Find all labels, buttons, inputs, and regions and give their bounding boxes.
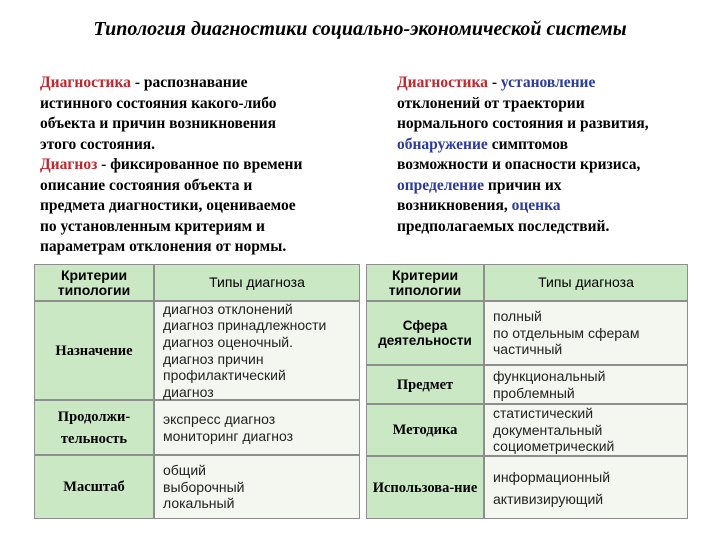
list-item: частичный bbox=[493, 341, 563, 358]
right-criterion-ispolzovanie: Использова-ние bbox=[366, 456, 484, 519]
right-criterion-metodika: Методика bbox=[366, 404, 484, 456]
left-definitions: Диагностика - распознавание истинного состояния какого-либо объекта и причин возникновения этого состояния. Диагноз - фиксированное по времени описание состояния объекта и предмета диагностики, оцениваемое по установленным критериям и параметрам отклонения от нормы. bbox=[40, 74, 303, 255]
left-criterion-naznachenie: Назначение bbox=[34, 301, 154, 400]
left-types-prodolzhitelnost bbox=[154, 400, 360, 455]
list-item: выборочный bbox=[163, 478, 245, 495]
right-header-types: Типы диагноза bbox=[484, 264, 688, 301]
left-header-types: Типы диагноза bbox=[154, 264, 360, 301]
list-item: диагноз принадлежности bbox=[163, 317, 327, 334]
list-item: статистический bbox=[493, 405, 594, 422]
left-types-naznachenie bbox=[154, 301, 360, 400]
list-item: функциональный bbox=[493, 367, 606, 384]
list-item: диагноз отклонений bbox=[163, 300, 293, 317]
right-types-predmet bbox=[484, 365, 688, 404]
right-header-criteria: Критерии типологии bbox=[366, 264, 484, 301]
list-item: общий bbox=[163, 462, 206, 479]
list-item: профилактический bbox=[163, 367, 286, 384]
left-criterion-prodolzhitelnost: Продолжи-тельность bbox=[34, 400, 154, 455]
list-item: диагноз bbox=[163, 383, 214, 400]
list-item: диагноз оценочный. bbox=[163, 333, 293, 350]
list-item: информационный bbox=[493, 468, 611, 485]
right-types-metodika bbox=[484, 404, 688, 456]
list-item: диагноз причин bbox=[163, 350, 264, 367]
left-types-masshtab bbox=[154, 455, 360, 519]
right-criterion-sfera: Сфера деятельности bbox=[366, 301, 484, 365]
right-types-ispolzovanie bbox=[484, 456, 688, 519]
term-diagnostika-right: Диагностика bbox=[397, 74, 488, 91]
list-item: активизирующий bbox=[493, 490, 604, 507]
list-item: мониторинг диагноз bbox=[163, 427, 293, 444]
page-title: Типология диагностики социально-экономической системы bbox=[93, 18, 627, 40]
list-item: экспресс диагноз bbox=[163, 410, 276, 427]
term-diagnostika: Диагностика bbox=[40, 74, 131, 91]
right-types-sfera bbox=[484, 301, 688, 365]
list-item: проблемный bbox=[493, 384, 575, 401]
list-item: полный bbox=[493, 308, 542, 325]
left-criterion-masshtab: Масштаб bbox=[34, 455, 154, 519]
right-definitions: Диагностика - установление отклонений от траектории нормального состояния и развития, обнаружение симптомов возможности и опасности кризиса, определение причин их возникновения, оценка предполагаемых последствий. bbox=[397, 74, 649, 235]
list-item: документальный bbox=[493, 421, 603, 438]
term-diagnoz: Диагноз bbox=[40, 156, 98, 173]
right-criterion-predmet: Предмет bbox=[366, 365, 484, 404]
left-header-criteria: Критерии типологии bbox=[34, 264, 154, 301]
list-item: социометрический bbox=[493, 438, 615, 455]
list-item: локальный bbox=[163, 495, 235, 512]
list-item: по отдельным сферам bbox=[493, 324, 640, 341]
